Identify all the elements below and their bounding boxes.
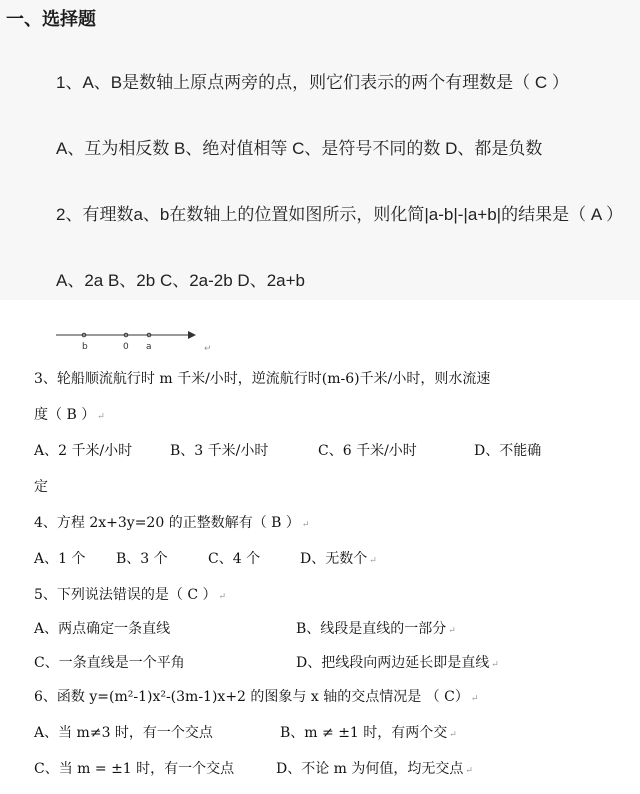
q6-option-b-row: [280, 722, 457, 742]
q5-option-a: A、两点确定一条直线: [34, 621, 171, 637]
q4-option-c: C、4 个: [208, 551, 261, 567]
q3-stem-line1: 3、轮船顺流航行时 m 千米/小时，逆流航行时(m-6)千米/小时，则水流速: [34, 371, 491, 387]
q3-option-b: B、3 千米/小时: [170, 443, 269, 459]
return-mark: ↵: [465, 766, 473, 776]
q3-option-d: D、不能确: [474, 443, 542, 459]
q6-option-d-row: [276, 758, 473, 778]
q3-option-d-cont: 定: [34, 479, 48, 495]
q5-option-c: C、一条直线是一个平角: [34, 655, 185, 671]
q6-option-a: A、当 m≠3 时，有一个交点: [34, 725, 213, 741]
return-mark: ↵: [97, 412, 105, 422]
q5-option-d-row: [296, 652, 499, 672]
q5-stem: 5、下列说法错误的是（ C ）: [34, 587, 217, 603]
return-mark: ↵: [301, 520, 310, 530]
label-b: b: [82, 342, 88, 352]
q3-option-a: A、2 千米/小时: [34, 443, 133, 459]
q5-option-d: D、把线段向两边延长即是直线: [296, 655, 490, 671]
q6-option-c: C、当 m = ±1 时，有一个交点: [34, 761, 235, 777]
return-mark: ↵: [470, 694, 479, 704]
return-mark: ↵: [218, 592, 227, 602]
q3-stem-line2: 度（ B ）: [34, 407, 96, 423]
q6-stem-row: [34, 686, 478, 706]
return-mark: ↵: [491, 660, 499, 670]
return-mark: ↵: [204, 343, 212, 352]
q5-stem-row: [34, 584, 226, 604]
q4-stem-row: [34, 512, 309, 532]
q1-stem: 1、A、B是数轴上原点两旁的点，则它们表示的两个有理数是（ C ）: [56, 73, 569, 92]
q3-option-c: C、6 千米/小时: [318, 443, 417, 459]
number-line-figure: [56, 326, 216, 352]
label-zero: 0: [123, 342, 129, 352]
number-line-arrow: [188, 331, 196, 339]
return-mark: ↵: [449, 730, 457, 740]
q4-option-a: A、1 个: [34, 551, 86, 567]
q6-option-d: D、不论 m 为何值，均无交点: [276, 761, 464, 777]
return-mark: ↵: [369, 556, 377, 566]
label-a: a: [146, 342, 152, 352]
q2-stem: 2、有理数a、b在数轴上的位置如图所示，则化简|a-b|-|a+b|的结果是（ A ）: [56, 205, 623, 224]
section-title: 一、选择题: [6, 9, 96, 30]
return-mark: ↵: [448, 626, 456, 636]
q2-options: A、2a B、2b C、2a-2b D、2a+b: [56, 271, 305, 290]
q5-option-b-row: [296, 618, 456, 638]
q4-stem: 4、方程 2x+3y=20 的正整数解有（ B ）: [34, 515, 300, 531]
q5-option-b: B、线段是直线的一部分: [296, 621, 447, 637]
q6-stem: 6、函数 y=(m²-1)x²-(3m-1)x+2 的图象与 x 轴的交点情况是 （ C）: [34, 689, 469, 705]
q1-options: A、互为相反数 B、绝对值相等 C、是符号不同的数 D、都是负数: [56, 139, 543, 158]
q4-option-d: D、无数个: [300, 551, 368, 567]
q3-stem-line2-row: [34, 404, 105, 424]
q4-option-d-row: [300, 548, 377, 568]
q4-option-b: B、3 个: [116, 551, 168, 567]
q6-option-b: B、m ≠ ±1 时，有两个交: [280, 725, 448, 741]
